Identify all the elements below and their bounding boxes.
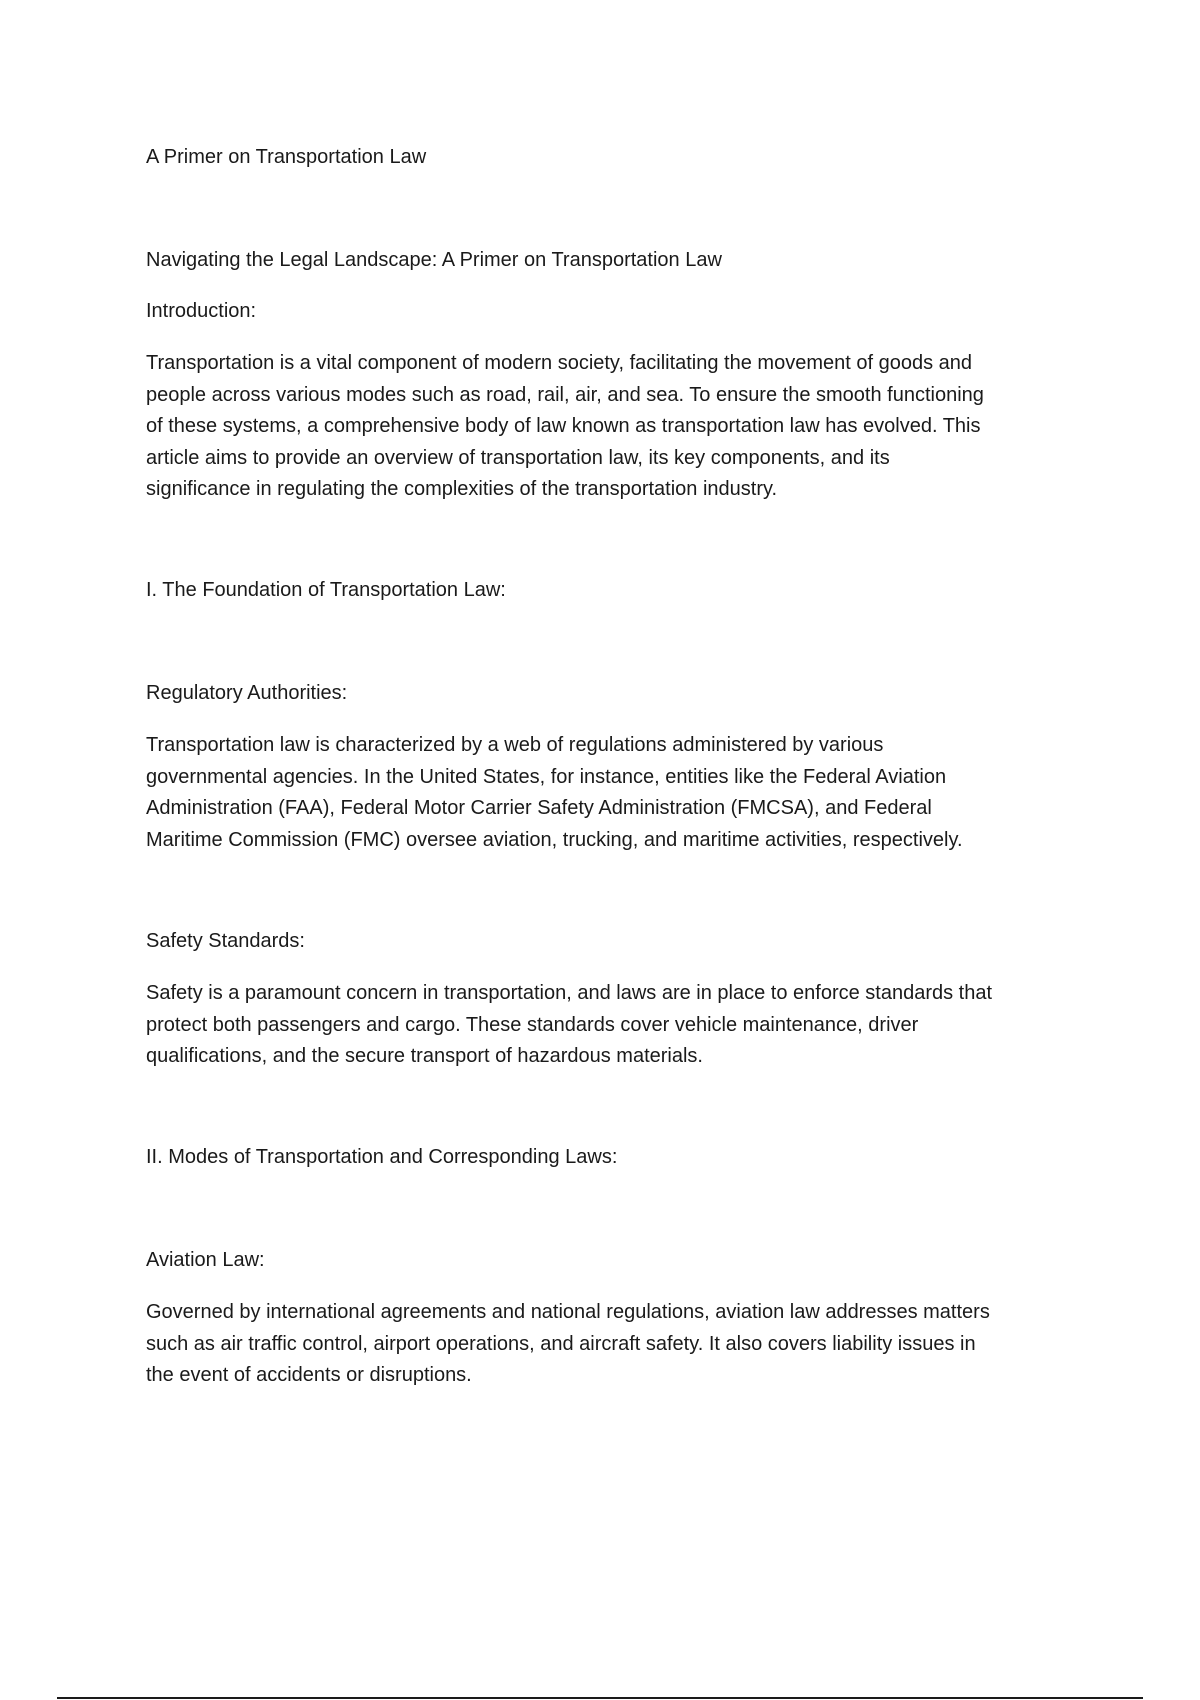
footer-divider <box>57 1697 1143 1699</box>
regulatory-heading: Regulatory Authorities: <box>146 682 348 704</box>
intro-heading: Introduction: <box>146 300 257 322</box>
regulatory-line: Administration (FAA), Federal Motor Carrier Safety Administration (FMCSA), and Federal <box>146 797 932 819</box>
intro-line: article aims to provide an overview of transportation law, its key components, and its <box>146 446 890 469</box>
regulatory-line: Maritime Commission (FMC) oversee aviation, trucking, and maritime activities, respectively. <box>146 828 963 851</box>
safety-paragraph <box>146 978 1096 1073</box>
intro-line: significance in regulating the complexities of the transportation industry. <box>146 478 778 500</box>
aviation-line: such as air traffic control, airport operations, and aircraft safety. It also covers liability issues in <box>146 1332 976 1355</box>
document-subtitle: Navigating the Legal Landscape: A Primer on Transportation Law <box>146 249 722 271</box>
aviation-heading: Aviation Law: <box>146 1249 265 1271</box>
section1-heading: I. The Foundation of Transportation Law: <box>146 579 506 601</box>
intro-line: of these systems, a comprehensive body of law known as transportation law has evolved. This <box>146 415 981 437</box>
safety-heading: Safety Standards: <box>146 930 305 952</box>
regulatory-line: Transportation law is characterized by a web of regulations administered by various <box>146 734 884 756</box>
aviation-line: Governed by international agreements and national regulations, aviation law addresses matters <box>146 1301 990 1323</box>
intro-line: Transportation is a vital component of modern society, facilitating the movement of goods and <box>146 352 972 374</box>
regulatory-line: governmental agencies. In the United States, for instance, entities like the Federal Aviation <box>146 765 947 788</box>
safety-line: qualifications, and the secure transport of hazardous materials. <box>146 1045 703 1067</box>
intro-paragraph <box>146 348 1096 506</box>
intro-line: people across various modes such as road, rail, air, and sea. To ensure the smooth functioning <box>146 383 984 406</box>
safety-line: protect both passengers and cargo. These standards cover vehicle maintenance, driver <box>146 1013 919 1036</box>
document-title: A Primer on Transportation Law <box>146 146 427 168</box>
aviation-paragraph <box>146 1297 1096 1392</box>
safety-line: Safety is a paramount concern in transportation, and laws are in place to enforce standards that <box>146 982 993 1004</box>
section2-heading: II. Modes of Transportation and Corresponding Laws: <box>146 1146 618 1168</box>
aviation-line: the event of accidents or disruptions. <box>146 1364 472 1386</box>
regulatory-paragraph <box>146 730 1096 856</box>
